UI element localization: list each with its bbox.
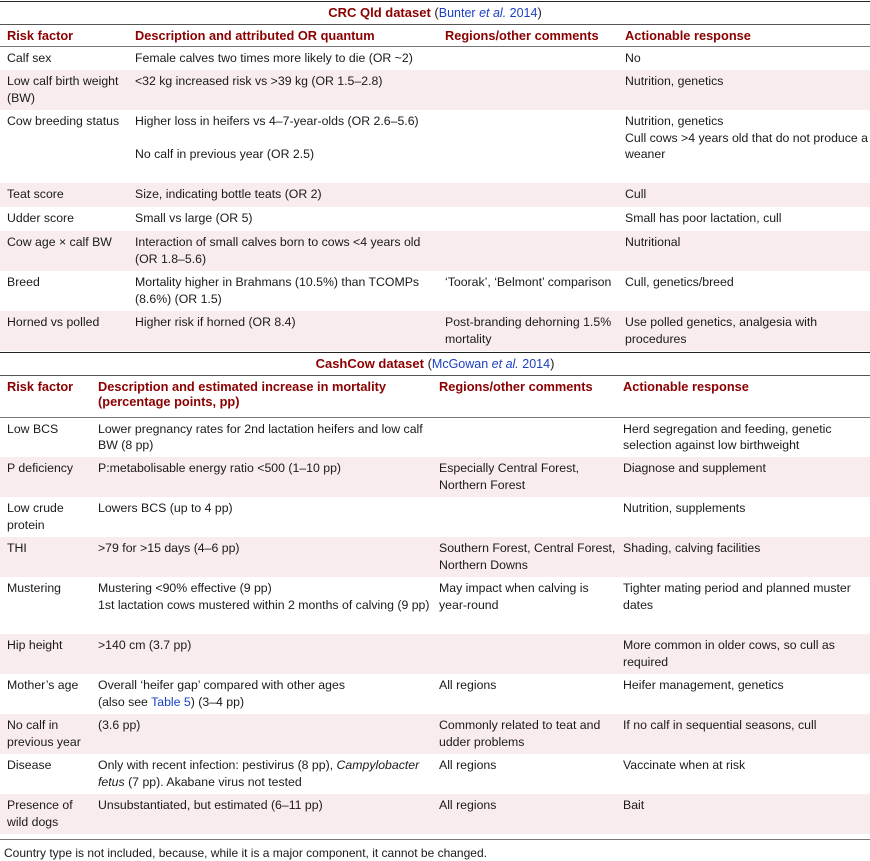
table-row: Low crude protein Lowers BCS (up to 4 pp) Nutrition, supplements — [7, 501, 746, 532]
table-row: Breed Mortality higher in Brahmans (10.5%) than TCOMPs (8.6%) (OR 1.5) ‘Toorak’, ‘Belmont’ comparison Cull, genetics/breed — [7, 275, 734, 306]
table-row: Calf sex Female calves two times more likely to die (OR ~2) No — [7, 50, 641, 65]
table-bottom-rule — [0, 839, 870, 840]
citation-link[interactable]: McGowan et al. 2014 — [431, 357, 551, 371]
table-row: Presence of wild dogs Unsubstantiated, but estimated (6–11 pp) All regions Bait — [0, 794, 870, 834]
table-row: THI >79 for >15 days (4–6 pp) Southern Forest, Central Forest, Northern Downs Shading, calving facilities — [0, 537, 870, 577]
table-row: P deficiency P:metabolisable energy ratio <500 (1–10 pp) Especially Central Forest, Northern Forest Diagnose and supplement — [0, 457, 870, 497]
table-header-row: Risk factor Description and estimated increase in mortality (percentage points, pp) Regions/other comments Actionable response — [0, 376, 870, 417]
table-row: Disease Only with recent infection: pestivirus (8 pp), Campylobacter fetus (7 pp). Akabane virus not tested All regions Vaccinate when at risk — [7, 758, 746, 789]
cashcow-table — [0, 352, 870, 834]
table-row: Mustering Mustering <90% effective (9 pp) 1st lactation cows mustered within 2 months of calving (9 pp) May impact when calving is year-round Tighter mating period and planned muster dates — [7, 581, 851, 612]
crc-qld-table — [0, 1, 870, 351]
table-row: Teat score Size, indicating bottle teats (OR 2) Cull — [0, 183, 870, 207]
table-row: Low BCS Lower pregnancy rates for 2nd lactation heifers and low calf BW (8 pp) Herd segregation and feeding, genetic selection against low birthweight — [7, 421, 832, 452]
table-caption: CRC Qld dataset (Bunter et al. 2014) — [0, 2, 870, 25]
table-caption: CashCow dataset (McGowan et al. 2014) — [0, 353, 870, 376]
table-row: Hip height >140 cm (3.7 pp) More common in older cows, so cull as required — [0, 634, 870, 674]
table-row: Low calf birth weight (BW) <32 kg increased risk vs >39 kg (OR 1.5–2.8) Nutrition, genetics — [0, 70, 870, 110]
table-header-row: Risk factor Description and attributed OR quantum Regions/other comments Actionable response — [0, 25, 870, 46]
table-row: No calf in previous year (3.6 pp) Commonly related to teat and udder problems If no calf in sequential seasons, cull — [0, 714, 870, 754]
table-row: Cow breeding status Higher loss in heifers vs 4–7-year-olds (OR 2.6–5.6) No calf in previous year (OR 2.5) Nutrition, genetics Cull cows >4 years old that do not produce a weaner — [7, 114, 869, 161]
table-row: Horned vs polled Higher risk if horned (OR 8.4) Post-branding dehorning 1.5% mortality Use polled genetics, analgesia with procedures — [0, 311, 870, 351]
table-row: Cow age × calf BW Interaction of small calves born to cows <4 years old (OR 1.8–5.6) Nutritional — [0, 231, 870, 271]
table-5-link[interactable]: Table 5 — [151, 694, 191, 709]
table-row: Mother’s age Overall ‘heifer gap’ compared with other ages (also see Table 5) (3–4 pp) All regions Heifer management, genetics — [7, 678, 784, 709]
table-row: Udder score Small vs large (OR 5) Small has poor lactation, cull — [7, 211, 782, 225]
table-footnote: Country type is not included, because, while it is a major component, it cannot be changed. — [4, 846, 487, 860]
citation-link[interactable]: Bunter et al. 2014 — [438, 6, 538, 20]
